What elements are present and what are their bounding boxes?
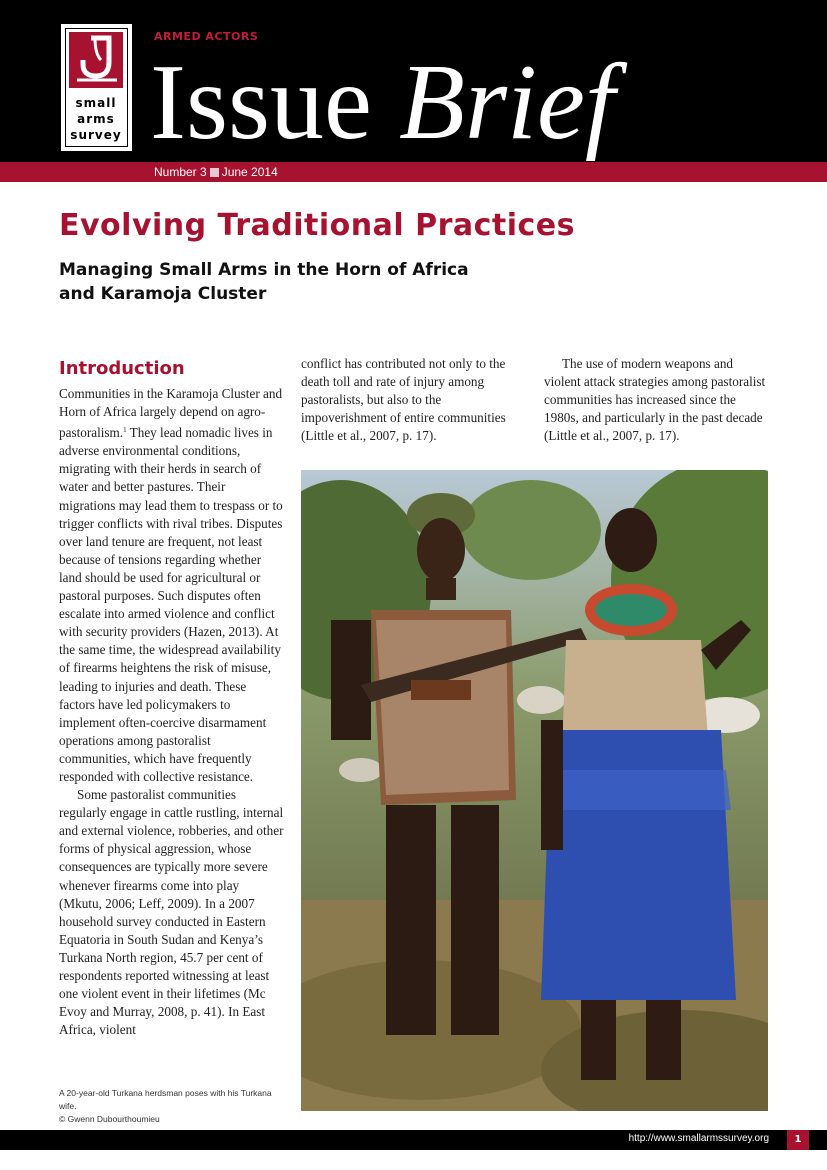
logo-wordmark bbox=[66, 95, 126, 143]
paragraph-1 bbox=[59, 385, 285, 786]
photo-credit: © Gwenn Dubourthoumieu bbox=[59, 1114, 160, 1124]
paragraph-2: Some pastoralist communities regularly engage in cattle rustling, internal and external violence, robberies, and other forms of physical aggression, whose consequences are typically more severe whenever firearms come into play (Mkutu, 2006; Leff, 2009). In a 2007 household survey conducted in Eastern Equatoria in South Sudan and Kenya’s Turkana North region, 45.7 per cent of respondents reported witnessing at least one violent event in their lifetimes (Mc Evoy and Murray, 2008, p. 41). In East Africa, violent bbox=[59, 787, 284, 1038]
paragraph-1a: Communities in the Karamoja Cluster and Horn of Africa largely depend on agro-pastoralism. bbox=[59, 386, 283, 441]
page-number: 1 bbox=[787, 1130, 809, 1150]
issue-date: June 2014 bbox=[221, 165, 278, 179]
logo-line-1: small bbox=[75, 96, 117, 110]
logo-mark-icon bbox=[69, 32, 123, 88]
logo-frame bbox=[65, 28, 128, 147]
series-title bbox=[150, 28, 615, 178]
subtitle-line-2: and Karamoja Cluster bbox=[59, 284, 267, 304]
logo-line-2: arms bbox=[77, 112, 115, 126]
column-3 bbox=[544, 355, 770, 445]
paragraph-3: conflict has contributed not only to the death toll and rate of injury among pastoralists, but also to the impoverishment of entire communities (Little et al., 2007, p. 17). bbox=[301, 356, 506, 444]
footer-url-link[interactable]: http://www.smallarmssurvey.org bbox=[628, 1133, 769, 1144]
article-title: Evolving Traditional Practices bbox=[59, 208, 576, 243]
small-arms-survey-logo bbox=[59, 22, 134, 153]
series-word-brief: Brief bbox=[398, 43, 615, 162]
paragraph-4: The use of modern weapons and violent attack strategies among pastoralist communities has increased since the 1980s, and particularly in the past decade (Little et al., 2007, p. 17). bbox=[544, 356, 766, 444]
issue-number-date bbox=[154, 165, 278, 179]
footnote-marker[interactable]: 1 bbox=[123, 426, 127, 435]
paragraph-1b: They lead nomadic lives in adverse environmental conditions, migrating with their herds in search of water and better pastures. Their migrations may lead them to trespass or to trigger conflicts with rival tribes. Disputes over land tenure are frequent, not least because of tensions regarding whether land should be used for agricultural or pastoral purposes. Such disputes often escalate into armed violence and conflict with security providers (Hazen, 2013). At the same time, the widespread availability of firearms heightens the risk of misuse, leading to injuries and death. These factors have led policymakers to implement often-coercive disarmament operations among pastoralist communities, which have frequently responded with collective resistance. bbox=[59, 425, 283, 784]
photo-caption bbox=[59, 1087, 289, 1126]
section-label: ARMED ACTORS bbox=[154, 30, 259, 43]
separator-square-icon bbox=[210, 168, 219, 177]
article-photo bbox=[301, 470, 768, 1111]
issue-number: Number 3 bbox=[154, 165, 207, 179]
subtitle-line-1: Managing Small Arms in the Horn of Africa bbox=[59, 260, 469, 280]
intro-heading: Introduction bbox=[59, 358, 185, 379]
logo-line-3: survey bbox=[70, 128, 122, 142]
caption-text: A 20-year-old Turkana herdsman poses with his Turkana wife. bbox=[59, 1088, 272, 1111]
series-word-issue: Issue bbox=[150, 43, 372, 162]
column-2 bbox=[301, 355, 527, 445]
column-1 bbox=[59, 357, 285, 1039]
article-subtitle bbox=[59, 258, 479, 306]
